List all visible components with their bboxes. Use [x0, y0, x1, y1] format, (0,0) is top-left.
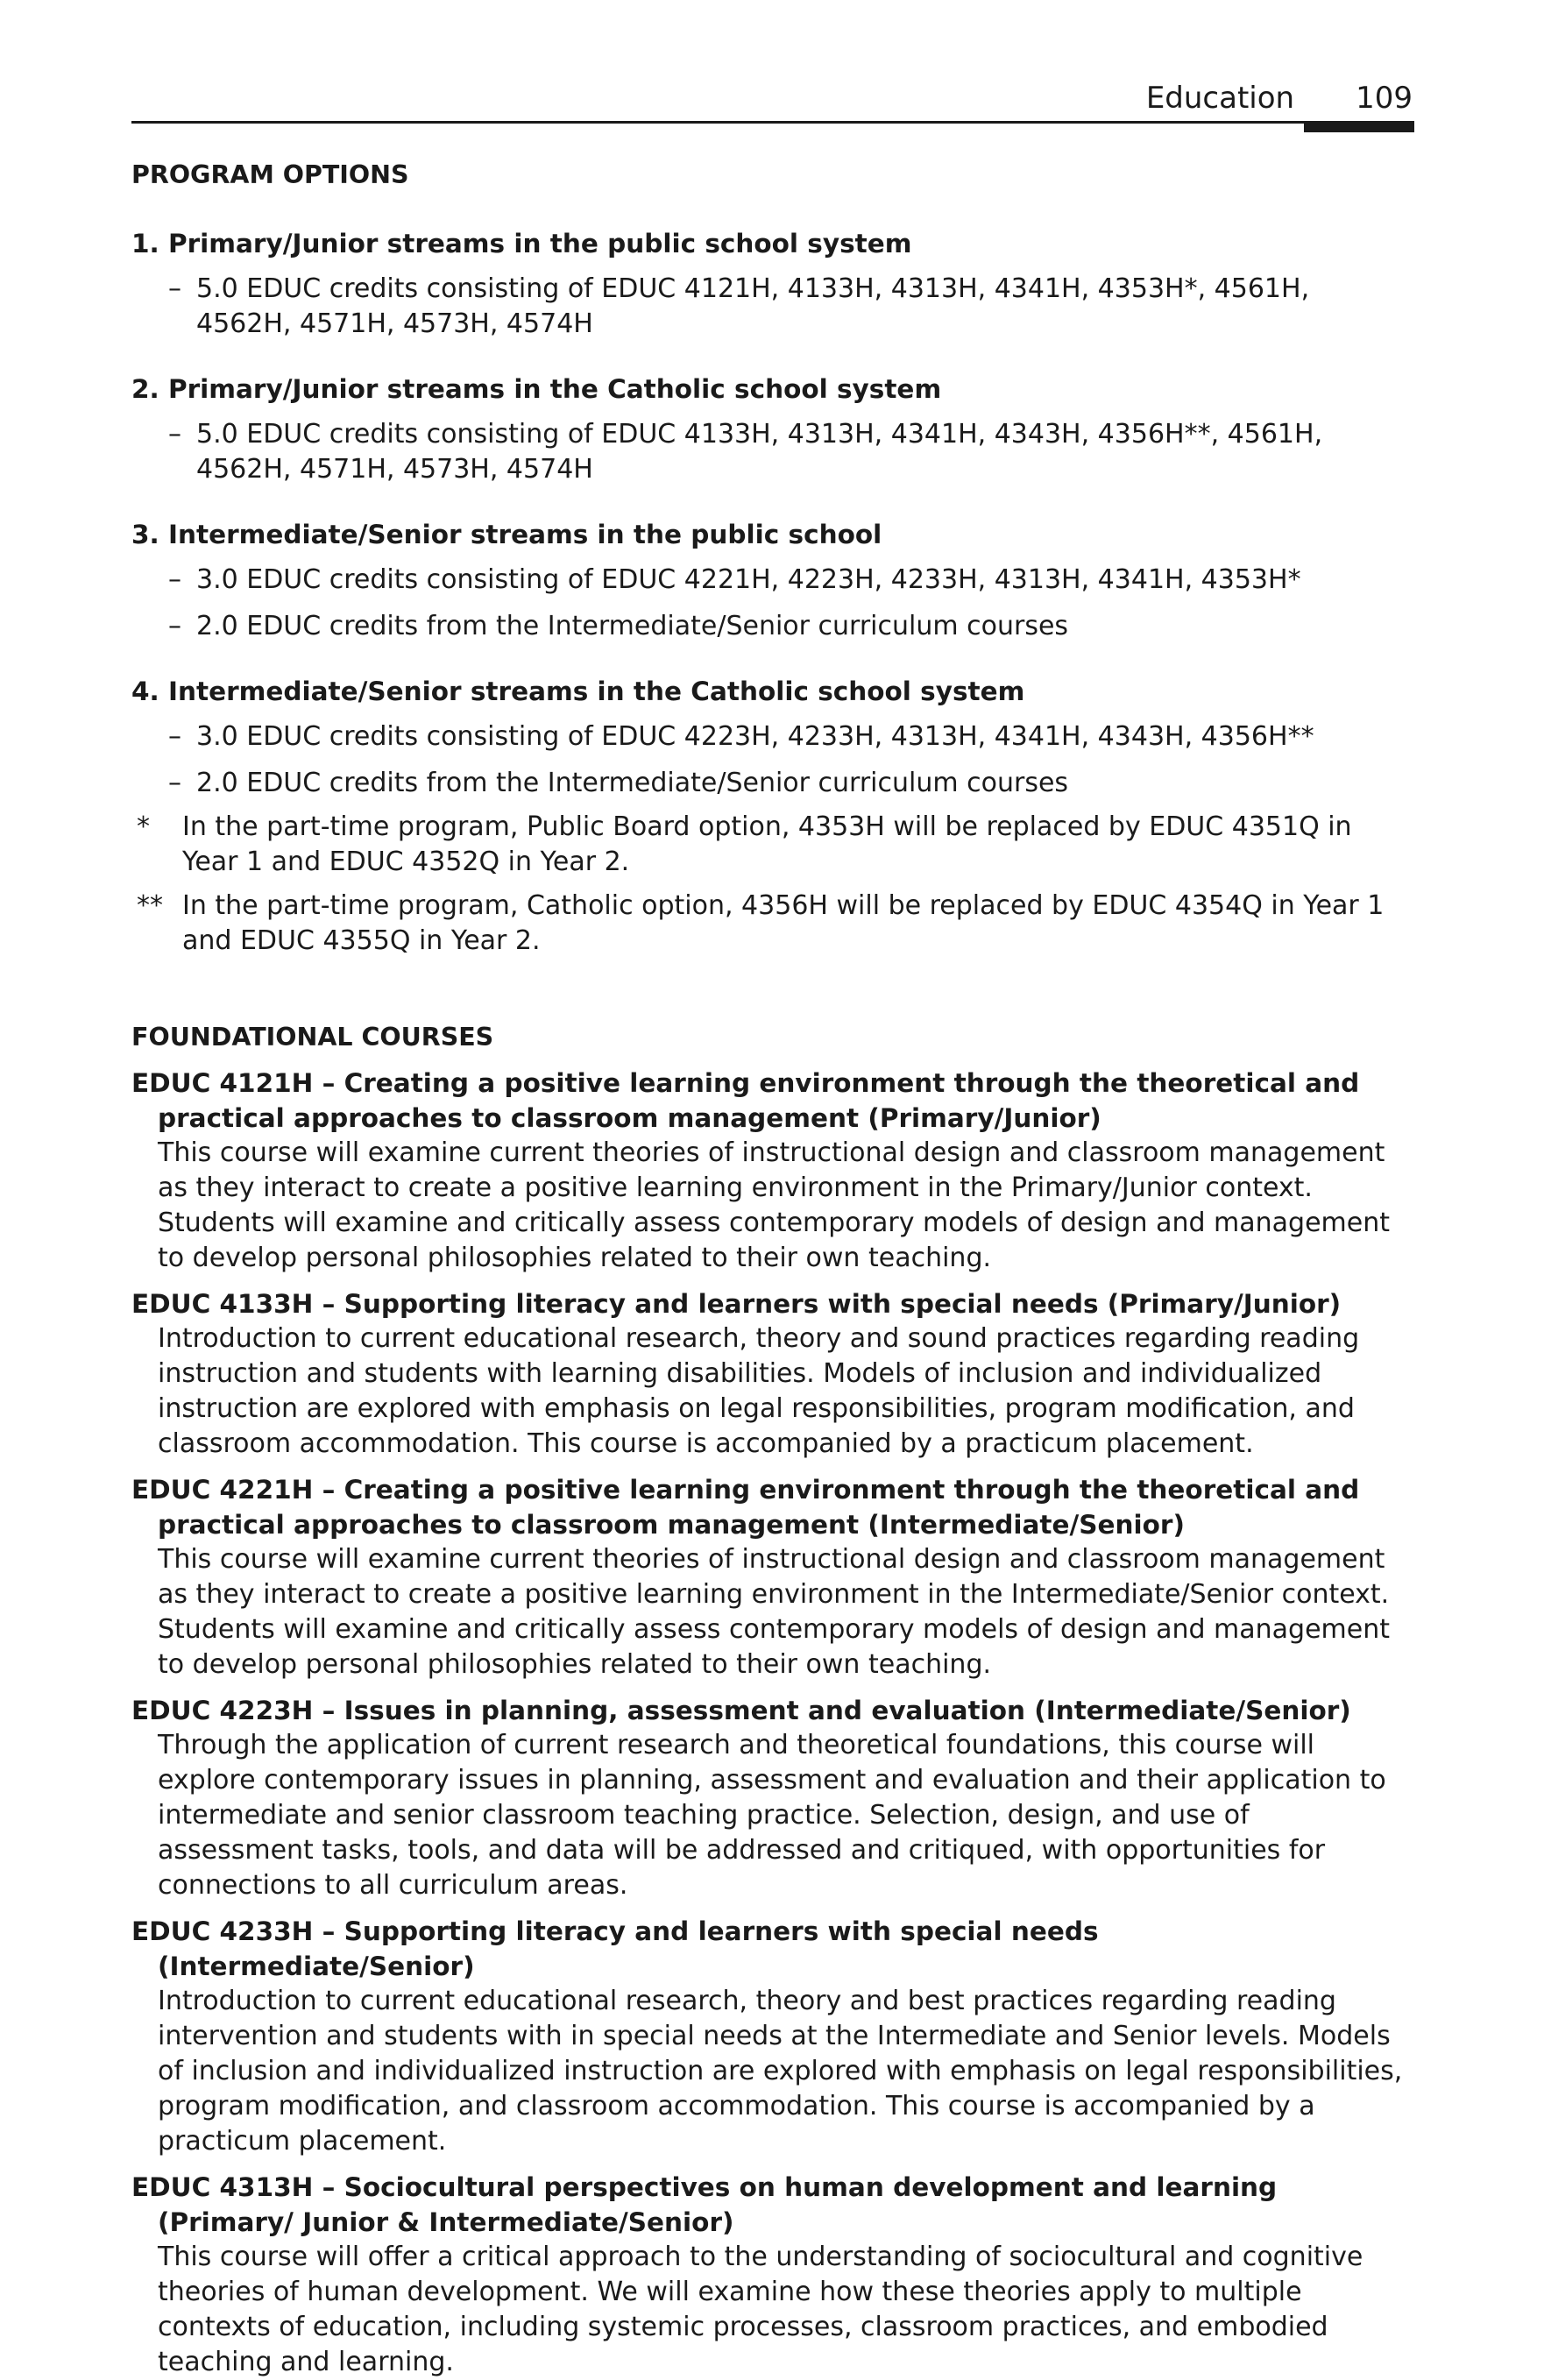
course-title: EDUC 4121H – Creating a positive learning environment through the theoretical and practical approaches to classroom management (Primary/Junior): [131, 1068, 1360, 1133]
bullet-dash: –: [168, 768, 181, 798]
course-title: EDUC 4223H – Issues in planning, assessment and evaluation (Intermediate/Senior): [131, 1696, 1351, 1725]
course-entry: [131, 1914, 1413, 2159]
course-list: [131, 1066, 1413, 2380]
bullet-dash: –: [168, 419, 181, 450]
course-title: EDUC 4233H – Supporting literacy and learners with special needs (Intermediate/Senior): [131, 1916, 1099, 1981]
option-item: – 3.0 EDUC credits consisting of EDUC 4223H, 4233H, 4313H, 4341H, 4343H, 4356H**: [131, 719, 1413, 754]
option-item: – 5.0 EDUC credits consisting of EDUC 4133H, 4313H, 4341H, 4343H, 4356H**, 4561H, 4562H, 4571H, 4573H, 4574H: [168, 419, 1323, 485]
option-items: [131, 272, 1413, 342]
course-description: Through the application of current research and theoretical foundations, this course will explore contemporary issues in planning, assessment and evaluation and their application to intermediate and senior classroom teaching practice. Selection, design, and use of assessment tasks, tools, and data will be addressed and critiqued, with opportunities for connections to all curriculum areas.: [158, 1730, 1386, 1901]
running-header: [131, 0, 1413, 131]
option-item: – 2.0 EDUC credits from the Intermediate/Senior curriculum courses: [131, 609, 1413, 644]
course-entry: [131, 2170, 1413, 2380]
header-rule: [131, 121, 1413, 124]
bullet-dash: –: [168, 721, 181, 752]
course-title: EDUC 4133H – Supporting literacy and learners with special needs (Primary/Junior): [131, 1289, 1342, 1319]
option-item: – 3.0 EDUC credits consisting of EDUC 4221H, 4223H, 4233H, 4313H, 4341H, 4353H*: [131, 563, 1413, 598]
option-title: 2. Primary/Junior streams in the Catholic school system: [131, 374, 942, 404]
option-title: 1. Primary/Junior streams in the public school system: [131, 229, 912, 259]
course-title: EDUC 4221H – Creating a positive learning environment through the theoretical and practical approaches to classroom management (Intermediate/Senior): [131, 1475, 1360, 1540]
option-item: – 2.0 EDUC credits from the Intermediate/Senior curriculum courses: [131, 766, 1413, 801]
footnote-mark: *: [137, 811, 150, 842]
header-tab-marker: [1304, 121, 1414, 132]
bullet-dash: –: [168, 273, 181, 304]
foundational-courses-heading: FOUNDATIONAL COURSES: [131, 1023, 494, 1052]
course-title: EDUC 4313H – Sociocultural perspectives on human development and learning (Primary/ Junior & Intermediate/Senior): [131, 2172, 1278, 2237]
course-description: This course will offer a critical approach to the understanding of sociocultural and cognitive theories of human development. We will examine how these theories apply to multiple contexts of education, including systemic processes, classroom practices, and embodied teaching and learning.: [158, 2242, 1363, 2377]
header-section-title: Education: [1145, 81, 1295, 116]
course-description: This course will examine current theories of instructional design and classroom management as they interact to create a positive learning environment in the Intermediate/Senior context. Students will examine and critically assess contemporary models of design and management to develop personal philosophies related to their own teaching.: [158, 1544, 1391, 1680]
program-options-list: [131, 226, 1413, 801]
course-entry: [131, 1066, 1413, 1276]
option-item: – 5.0 EDUC credits consisting of EDUC 4121H, 4133H, 4313H, 4341H, 4353H*, 4561H, 4562H, 4571H, 4573H, 4574H: [168, 273, 1310, 339]
bullet-dash: –: [168, 611, 181, 641]
footnote-mark: **: [137, 890, 163, 921]
course-entry: [131, 1693, 1413, 1903]
option-items: [131, 719, 1413, 801]
course-description: Introduction to current educational research, theory and best practices regarding reading intervention and students with in special needs at the Intermediate and Senior levels. Models of inclusion and individualized instruction are explored with emphasis on legal responsibilities, program modification, and classroom accommodation. This course is accompanied by a practicum placement.: [158, 1986, 1403, 2157]
course-description: This course will examine current theories of instructional design and classroom management as they interact to create a positive learning environment in the Primary/Junior context. Students will examine and critically assess contemporary models of design and management to develop personal philosophies related to their own teaching.: [158, 1137, 1391, 1273]
option-items: [131, 417, 1413, 487]
footnote-text: In the part-time program, Catholic option, 4356H will be replaced by EDUC 4354Q in Year 1 and EDUC 4355Q in Year 2.: [182, 890, 1385, 956]
footnotes: [131, 810, 1413, 959]
course-entry: [131, 1286, 1413, 1462]
program-options-heading: PROGRAM OPTIONS: [131, 160, 409, 189]
course-entry: [131, 1472, 1413, 1682]
option-title: 3. Intermediate/Senior streams in the public school: [131, 520, 882, 549]
footnote-text: In the part-time program, Public Board option, 4353H will be replaced by EDUC 4351Q in Year 1 and EDUC 4352Q in Year 2.: [182, 811, 1352, 877]
option-title: 4. Intermediate/Senior streams in the Catholic school system: [131, 676, 1025, 706]
document-page: [131, 0, 1413, 2380]
header-text: [1146, 79, 1413, 117]
option-items: [131, 563, 1413, 644]
footnote: [131, 810, 1413, 880]
footnote: [131, 889, 1413, 959]
page-number: 109: [1356, 81, 1413, 116]
course-description: Introduction to current educational research, theory and sound practices regarding reading instruction and students with learning disabilities. Models of inclusion and individualized instruction are explored with emphasis on legal responsibilities, program modification, and classroom accommodation. This course is accompanied by a practicum placement.: [158, 1323, 1360, 1459]
bullet-dash: –: [168, 564, 181, 595]
